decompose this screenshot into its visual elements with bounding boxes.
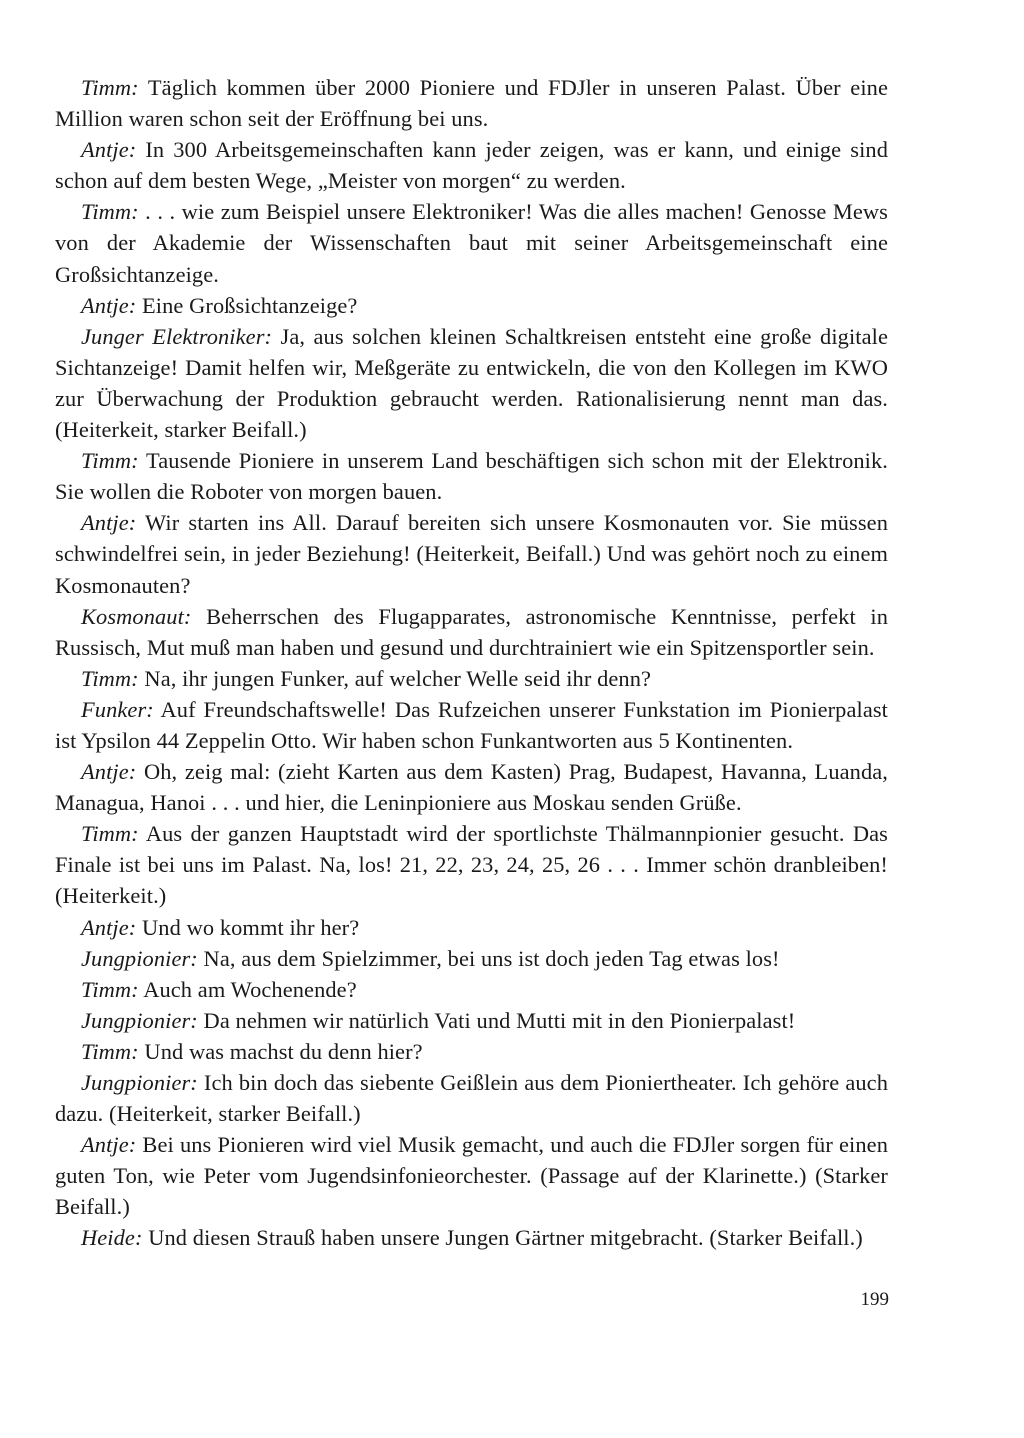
- spoken-text: Und was machst du denn hier?: [138, 1038, 423, 1064]
- dialogue-paragraph: [55, 818, 888, 911]
- speaker-name: Heide:: [81, 1225, 143, 1251]
- speaker-name: Timm:: [81, 448, 139, 474]
- speaker-name: Antje:: [81, 759, 137, 785]
- speaker-name: Jungpionier:: [81, 1070, 198, 1095]
- spoken-text: In 300 Arbeitsgemeinschaften kann jeder zeigen, was er kann, und einige sind schon auf dem besten Wege, „Meister von morgen“ zu werden.: [55, 137, 888, 194]
- speaker-name: Timm:: [81, 821, 139, 847]
- speaker-name: Timm:: [81, 75, 139, 100]
- spoken-text: Ja, aus solchen kleinen Schaltkreisen entsteht eine große digitale Sichtanzeige! Damit helfen wir, Meßgeräte zu entwickeln, die von den Kollegen im KWO zur Überwachung der Produktion gebraucht werden. Rationalisierung nennt man das. (Heiterkeit, starker Beifall.): [55, 323, 888, 443]
- dialogue-paragraph: [55, 1005, 888, 1036]
- dialogue-paragraph: [55, 1036, 888, 1067]
- spoken-text: Tausende Pioniere in unserem Land beschäftigen sich schon mit der Elektronik. Sie wollen die Roboter von morgen bauen.: [55, 448, 888, 505]
- spoken-text: Na, aus dem Spielzimmer, bei uns ist doch jeden Tag etwas los!: [197, 945, 780, 971]
- dialogue-text: [55, 72, 888, 1254]
- spoken-text: Beherrschen des Flugapparates, astronomische Kenntnisse, perfekt in Russisch, Mut muß man haben und gesund und durchtrainiert wie ein Spitzensportler sein.: [55, 603, 888, 660]
- dialogue-paragraph: [55, 196, 888, 289]
- dialogue-paragraph: [55, 943, 888, 974]
- page-number: 199: [860, 1289, 889, 1310]
- spoken-text: Auf Freundschaftswelle! Das Rufzeichen unserer Funkstation im Pionierpalast ist Ypsilon 44 Zeppelin Otto. Wir haben schon Funkantworten aus 5 Kontinenten.: [55, 696, 888, 753]
- speaker-name: Funker:: [81, 696, 154, 722]
- speaker-name: Jungpionier:: [81, 1007, 198, 1033]
- spoken-text: Da nehmen wir natürlich Vati und Mutti mit in den Pionierpalast!: [197, 1007, 796, 1033]
- dialogue-paragraph: [55, 1067, 888, 1129]
- dialogue-paragraph: [55, 1222, 888, 1253]
- speaker-name: Antje:: [81, 510, 137, 536]
- spoken-text: Eine Großsichtanzeige?: [136, 292, 358, 318]
- dialogue-paragraph: [55, 445, 888, 507]
- dialogue-paragraph: [55, 72, 888, 134]
- spoken-text: Auch am Wochenende?: [138, 976, 357, 1002]
- dialogue-paragraph: [55, 507, 888, 600]
- spoken-text: Und wo kommt ihr her?: [136, 914, 360, 940]
- spoken-text: Und diesen Strauß haben unsere Jungen Gärtner mitgebracht. (Starker Beifall.): [142, 1225, 863, 1251]
- spoken-text: Aus der ganzen Hauptstadt wird der sportlichste Thälmannpionier gesucht. Das Finale ist bei uns im Palast. Na, los! 21, 22, 23, 24, 25, 26 . . . Immer schön dranbleiben! (Heiterkeit.): [55, 821, 888, 909]
- dialogue-paragraph: [55, 601, 888, 663]
- spoken-text: Täglich kommen über 2000 Pioniere und FDJler in unseren Palast. Über eine Million waren schon seit der Eröffnung bei uns.: [55, 75, 888, 132]
- dialogue-paragraph: [55, 321, 888, 445]
- spoken-text: . . . wie zum Beispiel unsere Elektroniker! Was die alles machen! Genosse Mews von der Akademie der Wissenschaften baut mit seiner Arbeitsgemeinschaft eine Großsichtanzeige.: [55, 199, 888, 287]
- dialogue-paragraph: [55, 912, 888, 943]
- spoken-text: Na, ihr jungen Funker, auf welcher Welle seid ihr denn?: [138, 665, 652, 691]
- spoken-text: Bei uns Pionieren wird viel Musik gemacht, und auch die FDJler sorgen für einen guten Ton, wie Peter vom Jugendsinfonieorchester. (Passage auf der Klarinette.) (Starker Beifall.): [55, 1132, 888, 1220]
- speaker-name: Timm:: [81, 665, 139, 691]
- dialogue-paragraph: [55, 756, 888, 818]
- speaker-name: Antje:: [81, 137, 137, 163]
- speaker-name: Timm:: [81, 976, 139, 1002]
- spoken-text: Wir starten ins All. Darauf bereiten sich unsere Kosmonauten vor. Sie müssen schwindelfrei sein, in jeder Beziehung! (Heiterkeit, Beifall.) Und was gehört noch zu einem Kosmonauten?: [55, 510, 888, 598]
- dialogue-paragraph: [55, 694, 888, 756]
- dialogue-paragraph: [55, 1129, 888, 1222]
- speaker-name: Timm:: [81, 199, 139, 225]
- dialogue-paragraph: [55, 134, 888, 196]
- dialogue-paragraph: [55, 974, 888, 1005]
- speaker-name: Jungpionier:: [81, 945, 198, 971]
- speaker-name: Antje:: [81, 292, 137, 318]
- speaker-name: Antje:: [81, 1132, 137, 1158]
- dialogue-paragraph: [55, 663, 888, 694]
- speaker-name: Junger Elektroniker:: [81, 323, 273, 349]
- spoken-text: Oh, zeig mal: (zieht Karten aus dem Kasten) Prag, Budapest, Havanna, Luanda, Managua, Hanoi . . . und hier, die Leninpioniere aus Moskau senden Grüße.: [55, 759, 888, 816]
- speaker-name: Antje:: [81, 914, 137, 940]
- speaker-name: Kosmonaut:: [81, 603, 192, 629]
- spoken-text: Ich bin doch das siebente Geißlein aus dem Pioniertheater. Ich gehöre auch dazu. (Heiterkeit, starker Beifall.): [55, 1070, 888, 1127]
- speaker-name: Timm:: [81, 1038, 139, 1064]
- dialogue-paragraph: [55, 290, 888, 321]
